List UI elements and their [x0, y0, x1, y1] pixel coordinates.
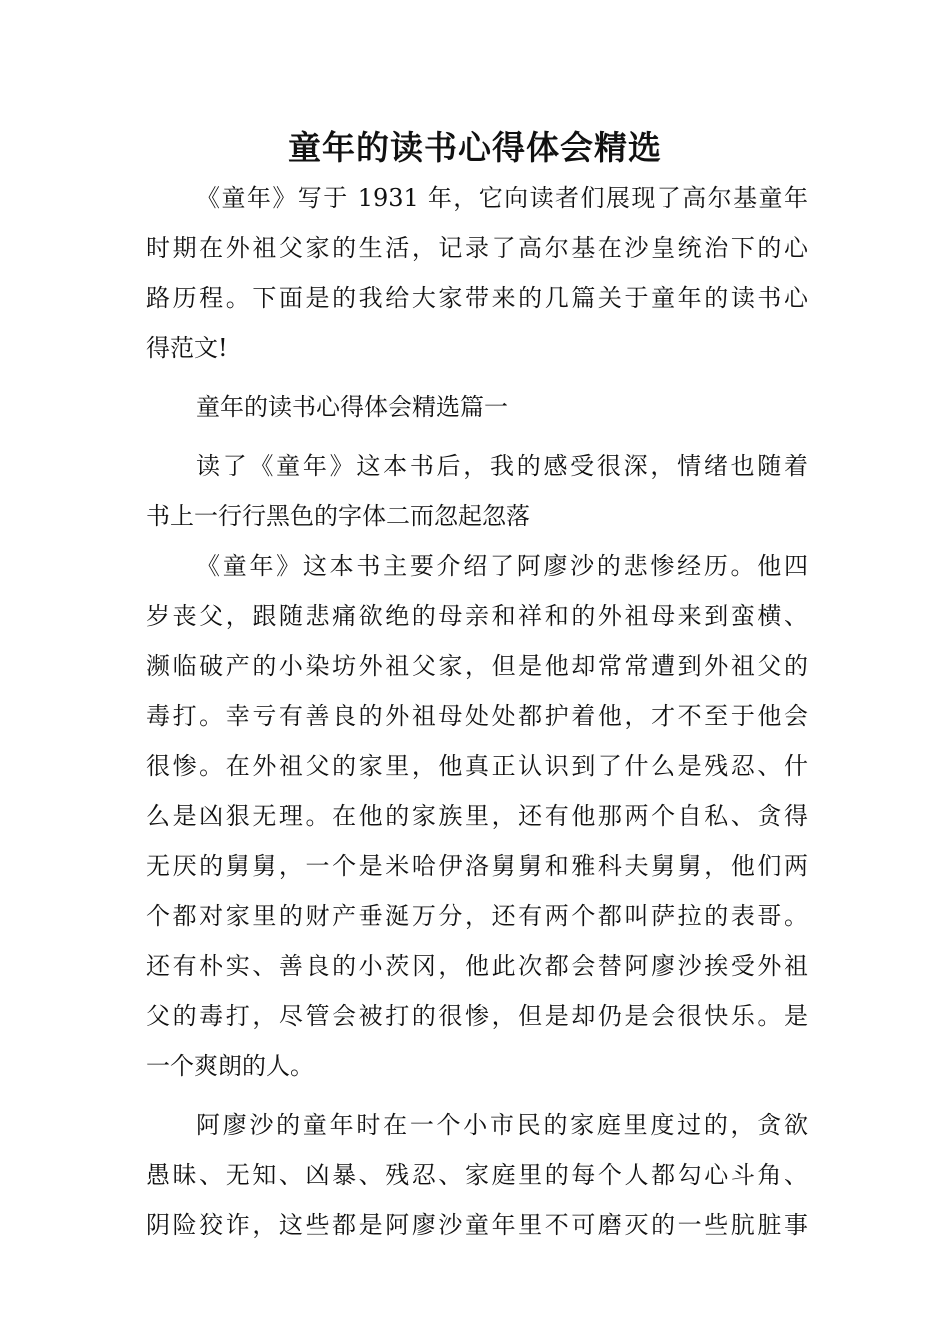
text-line: 个都对家里的财产垂涎万分，还有两个都叫萨拉的表哥。 [146, 902, 808, 930]
paragraph-summary [146, 541, 808, 1091]
paragraph-gap [146, 373, 808, 382]
text-line: 一个爽朗的人。 [146, 1052, 314, 1080]
text-line: 还有朴实、善良的小茨冈，他此次都会替阿廖沙挨受外祖 [146, 952, 808, 980]
paragraph-intro [146, 173, 808, 373]
text-line: 时期在外祖父家的生活，记录了高尔基在沙皇统治下的心 [146, 234, 808, 262]
text-line: 读了《童年》这本书后，我的感受很深，情绪也随着 [196, 452, 808, 480]
paragraph-childhood [146, 1100, 808, 1250]
document-title: 童年的读书心得体会精选 [288, 128, 662, 167]
text-line: 《童年》写于 1931 年，它向读者们展现了高尔基童年 [196, 184, 808, 212]
text-line: 岁丧父，跟随悲痛欲绝的母亲和祥和的外祖母来到蛮横、 [146, 602, 808, 630]
text-line: 濒临破产的小染坊外祖父家，但是他却常常遭到外祖父的 [146, 652, 808, 680]
text-line: 愚昧、无知、凶暴、残忍、家庭里的每个人都勾心斗角、 [146, 1161, 808, 1189]
text-line: 阿廖沙的童年时在一个小市民的家庭里度过的，贪欲 [196, 1111, 808, 1139]
section-heading [146, 382, 808, 432]
document-body [146, 173, 808, 1250]
text-line: 么是凶狠无理。在他的家族里，还有他那两个自私、贪得 [146, 802, 808, 830]
text-line: 《童年》这本书主要介绍了阿廖沙的悲惨经历。他四 [196, 552, 808, 580]
paragraph-gap [146, 432, 808, 441]
text-line: 得范文! [146, 334, 228, 362]
text-line: 无厌的舅舅，一个是米哈伊洛舅舅和雅科夫舅舅，他们两 [146, 852, 808, 880]
text-line: 很惨。在外祖父的家里，他真正认识到了什么是残忍、什 [146, 752, 808, 780]
paragraph-gap [146, 1091, 808, 1100]
text-line: 童年的读书心得体会精选篇一 [196, 393, 508, 421]
text-line: 路历程。下面是的我给大家带来的几篇关于童年的读书心 [146, 284, 808, 312]
text-line: 书上一行行黑色的字体二而忽起忽落 [146, 502, 530, 530]
paragraph-reading [146, 441, 808, 541]
text-line: 阴险狡诈，这些都是阿廖沙童年里不可磨灭的一些肮脏事 [146, 1211, 808, 1239]
text-line: 父的毒打，尽管会被打的很惨，但是却仍是会很快乐。是 [146, 1002, 808, 1030]
text-line: 毒打。幸亏有善良的外祖母处处都护着他，才不至于他会 [146, 702, 808, 730]
